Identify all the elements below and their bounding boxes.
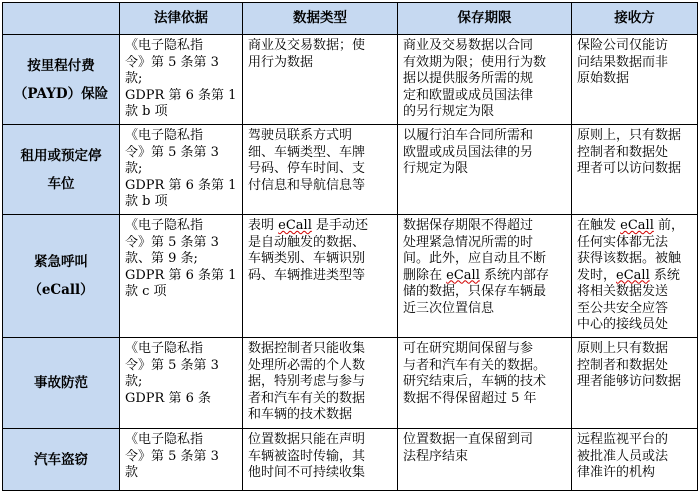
legal-basis-cell <box>120 35 243 125</box>
recipient-cell <box>572 35 698 125</box>
header-scenario <box>3 3 120 35</box>
cell-text-line: 获得该数据。被触 <box>577 251 682 266</box>
legal-basis-cell <box>120 125 243 215</box>
data-type-cell <box>243 215 398 338</box>
cell-text-line: 商业及交易数据；使 <box>248 38 366 53</box>
cell-text-line: 车辆被盗时传输，其 <box>248 448 366 464</box>
cell-text-line: 问结果数据而非 <box>577 54 669 70</box>
cell-text-line: 令》第 5 条第 3 <box>125 357 219 373</box>
cell-text-line: 者和汽车有关的数据 <box>248 390 366 406</box>
cell-text-line: 令》第 5 条第 3 <box>125 144 219 160</box>
cell-text-line: 据以提供服务所需的规 <box>403 71 534 86</box>
table-row <box>3 125 698 215</box>
cell-text-line: 款 c 项 <box>125 284 167 299</box>
legal-basis-cell <box>120 215 243 338</box>
cell-text-line: 数据保存期限不得超过 <box>403 218 534 233</box>
cell-text-line: 原则上只有数据 <box>577 341 669 356</box>
cell-text-line: GDPR 第 6 条第 1 <box>125 267 237 283</box>
cell-text-line: 数据控制者只能收集 <box>248 341 366 356</box>
cell-text-line: 款; <box>125 161 143 176</box>
cell-text-line: 控制者和数据处 <box>577 357 669 373</box>
cell-text-line: 任何实体都无法 <box>577 234 669 250</box>
table-row <box>3 338 698 429</box>
data-type-cell <box>243 429 398 491</box>
cell-text-line: 以履行泊车合同所需和 <box>403 128 534 143</box>
data-type-cell <box>243 35 398 125</box>
cell-text-line: GDPR 第 6 条第 1 <box>125 177 237 193</box>
cell-text-line: 定和欧盟或成员国法律 <box>403 87 534 103</box>
cell-text-line: 是自动触发的数据、 <box>248 234 366 250</box>
cell-text-line: 位置数据只能在声明 <box>248 432 366 447</box>
cell-text-line: 处理所必需的个人数 <box>248 357 366 373</box>
cell-text-line: 《电子隐私指 <box>125 38 204 53</box>
scenario-cell <box>3 429 120 491</box>
scenario-cell <box>3 215 120 338</box>
cell-text-line: 商业及交易数据以合同 <box>403 38 534 53</box>
cell-text-line: 删除在 eCall 系统内部存 <box>403 267 549 283</box>
cell-text-line: 用行为数据 <box>248 54 314 70</box>
cell-text-line: 近三次位置信息 <box>403 300 495 316</box>
cell-text-line: （PAYD）保险 <box>13 85 109 102</box>
cell-text-line: 紧急呼叫 <box>34 254 88 270</box>
cell-text-line: 款 <box>125 465 139 480</box>
cell-text-line: 《电子隐私指 <box>125 128 204 143</box>
cell-text-line: 付信息和导航信息等 <box>248 177 366 193</box>
cell-text-line: 令》第 5 条第 3 <box>125 234 219 250</box>
cell-text-line: 据，特别考虑与参与 <box>248 374 366 389</box>
cell-text-line: 号码、停车时间、支 <box>248 161 366 176</box>
cell-text-line: （eCall） <box>28 282 94 298</box>
cell-text-line: 间。此外，应自动且不断 <box>403 251 547 266</box>
cell-text-line: 款 b 项 <box>125 194 168 209</box>
cell-text-line: 的另行规定为限 <box>403 104 495 119</box>
retention-cell <box>398 338 572 429</box>
cell-text-line: 按里程付费 <box>27 57 95 74</box>
cell-text-line: 《电子隐私指 <box>125 341 204 356</box>
cell-text-line: 他时间不可持续收集 <box>248 465 366 480</box>
cell-text-line: 数据不得保留超过 5 年 <box>403 390 537 406</box>
cell-text-line: 有效期为限；使用行为数 <box>403 54 547 70</box>
data-type-cell <box>243 338 398 429</box>
cell-text-line: 可在研究期间保留与参 <box>403 341 534 356</box>
data-processing-table <box>2 2 698 491</box>
cell-text-line: 《电子隐私指 <box>125 218 204 233</box>
cell-text-line: 控制者和数据处 <box>577 144 669 160</box>
retention-cell <box>398 215 572 338</box>
cell-text-line: 储的数据，只保存车辆最 <box>403 284 547 299</box>
ecall-term: eCall <box>278 218 312 233</box>
cell-text-line: 与者和汽车有关的数据。 <box>403 357 547 373</box>
cell-text-line: 保险公司仅能访 <box>577 38 669 53</box>
header-recipient: 接收方 <box>572 3 698 35</box>
cell-text-line: 码、车辆推进类型等 <box>248 267 366 283</box>
cell-text-line: 将相关数据发送 <box>577 284 669 299</box>
header-legal-basis: 法律依据 <box>120 3 243 35</box>
cell-text-line: 在触发 eCall 前， <box>577 218 684 233</box>
cell-text-line: 《电子隐私指 <box>125 432 204 447</box>
cell-text-line: 表明 eCall 是手动还 <box>248 218 368 233</box>
cell-text-line: 驾驶员联系方式明 <box>248 128 353 143</box>
table-row <box>3 35 698 125</box>
legal-basis-cell <box>120 429 243 491</box>
header-data-type: 数据类型 <box>243 3 398 35</box>
cell-text-line: 汽车盗窃 <box>34 451 88 468</box>
cell-text-line: GDPR 第 6 条 <box>125 390 212 406</box>
cell-text-line: 律准许的机构 <box>577 465 656 480</box>
scenario-cell <box>3 35 120 125</box>
cell-text-line: 原则上，只有数据 <box>577 128 682 143</box>
ecall-term: eCall <box>616 267 650 283</box>
cell-text-line: 细、车辆类型、车牌 <box>248 144 366 160</box>
cell-text-line: 租用或预定停 <box>20 147 102 164</box>
recipient-cell <box>572 429 698 491</box>
table-row <box>3 215 698 338</box>
recipient-cell <box>572 215 698 338</box>
ecall-term: eCall <box>446 267 480 283</box>
cell-text-line: 车位 <box>47 175 75 192</box>
cell-text-line: 行规定为限 <box>403 161 469 176</box>
retention-cell <box>398 35 572 125</box>
scenario-cell <box>3 125 120 215</box>
cell-text-line: 款; <box>125 71 143 86</box>
table-row <box>3 429 698 491</box>
cell-text-line: 中心的接线员处 <box>577 317 669 332</box>
header-retention-period: 保存期限 <box>398 3 572 35</box>
cell-text-line: 发时，eCall 系统 <box>577 267 680 283</box>
legal-basis-cell <box>120 338 243 429</box>
cell-text-line: 和车辆的技术数据 <box>248 407 353 422</box>
cell-text-line: 位置数据一直保留到司 <box>403 432 534 447</box>
cell-text-line: 处理紧急情况所需的时 <box>403 234 534 250</box>
recipient-cell <box>572 338 698 429</box>
cell-text-line: 被批准人员或法 <box>577 448 669 464</box>
cell-text-line: 车辆类别、车辆识别 <box>248 251 366 266</box>
scenario-cell <box>3 338 120 429</box>
cell-text-line: GDPR 第 6 条第 1 <box>125 87 237 103</box>
header-row <box>3 3 698 35</box>
retention-cell <box>398 429 572 491</box>
cell-text-line: 法程序结束 <box>403 448 469 464</box>
cell-text-line: 事故防范 <box>34 375 88 391</box>
retention-cell <box>398 125 572 215</box>
cell-text-line: 令》第 5 条第 3 <box>125 448 219 464</box>
recipient-cell <box>572 125 698 215</box>
cell-text-line: 原始数据 <box>577 71 630 86</box>
cell-text-line: 研究结束后，车辆的技术 <box>403 374 547 389</box>
cell-text-line: 款、第 9 条; <box>125 251 198 266</box>
cell-text-line: 至公共安全应答 <box>577 300 669 316</box>
cell-text-line: 欧盟或成员国法律的另 <box>403 144 534 160</box>
cell-text-line: 款 b 项 <box>125 104 168 119</box>
data-type-cell <box>243 125 398 215</box>
cell-text-line: 理者能够访问数据 <box>577 374 682 389</box>
cell-text-line: 款; <box>125 374 143 389</box>
cell-text-line: 令》第 5 条第 3 <box>125 54 219 70</box>
cell-text-line: 远程监视平台的 <box>577 432 669 447</box>
cell-text-line: 理者可以访问数据 <box>577 161 682 176</box>
ecall-term: eCall <box>620 218 654 233</box>
